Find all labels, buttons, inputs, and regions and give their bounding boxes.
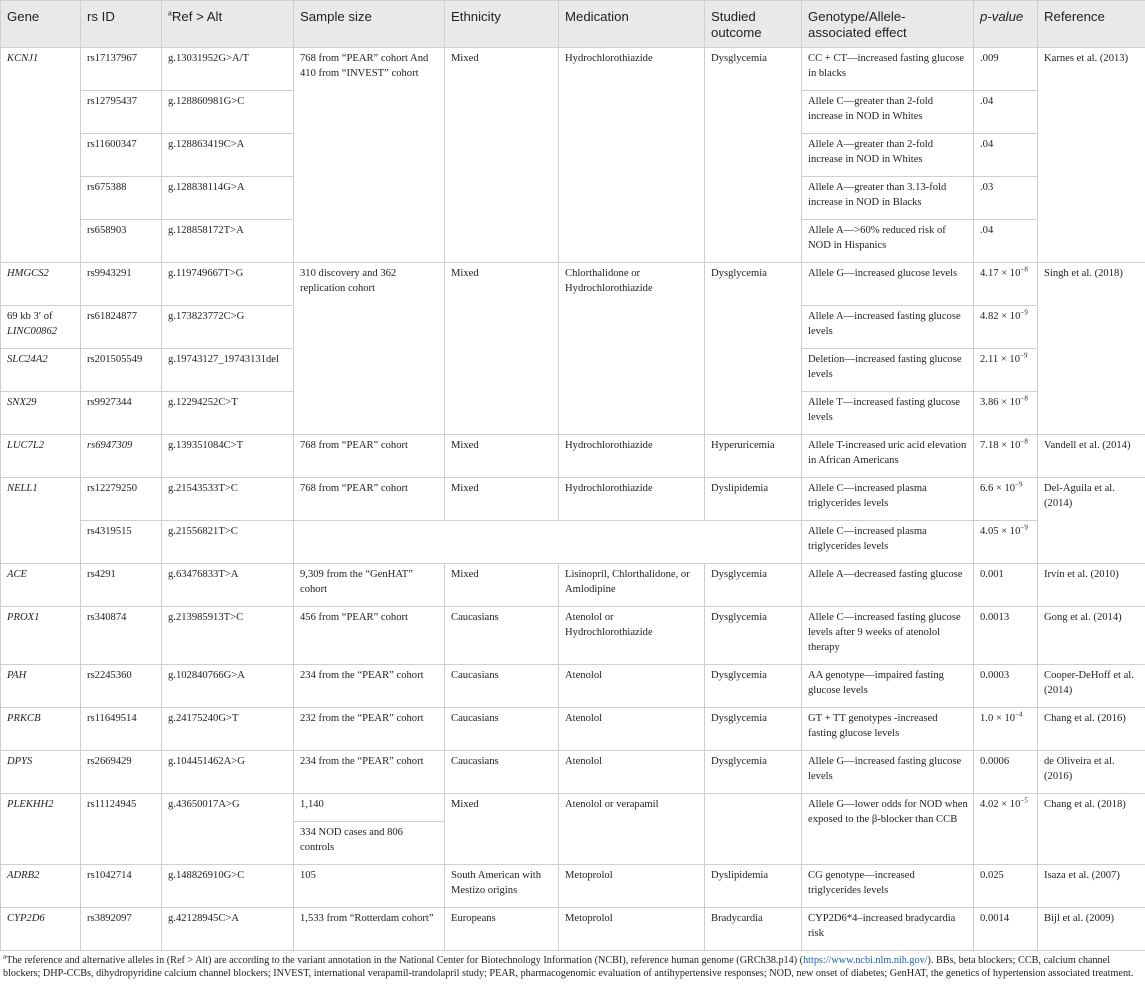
reference-cell: de Oliveira et al. (2016) (1038, 751, 1145, 794)
reference-cell: Isaza et al. (2007) (1038, 865, 1145, 908)
gene-cell: KCNJ1 (1, 48, 81, 263)
table-row (1, 865, 1145, 908)
ethnicity-cell: Mixed (445, 48, 559, 263)
medication-cell: Hydrochlorothiazide (559, 48, 705, 263)
rsid-cell: rs340874 (81, 607, 162, 665)
reference-cell: Bijl et al. (2009) (1038, 908, 1145, 951)
outcome-cell: Dysglycemia (705, 708, 802, 751)
header-row (1, 1, 1145, 48)
medication-cell: Metoprolol (559, 865, 705, 908)
sample-cell: 1,140 (294, 794, 445, 822)
gene-cell: LUC7L2 (1, 435, 81, 478)
rsid-cell: rs17137967 (81, 48, 162, 91)
gene-cell: NELL1 (1, 478, 81, 564)
effect-cell: Allele A—increased fasting glucose levels (802, 306, 974, 349)
pvalue-base: 4.82 × 10 (980, 311, 1021, 322)
header-outcome: Studied outcome (705, 1, 802, 48)
table-row (1, 48, 1145, 91)
ethnicity-cell: Mixed (445, 794, 559, 865)
pvalue-cell: 0.0013 (974, 607, 1038, 665)
effect-cell: Allele G—increased fasting glucose levels (802, 751, 974, 794)
outcome-cell (705, 794, 802, 865)
pvalue-base: 7.18 × 10 (980, 440, 1021, 451)
effect-cell: Allele A—>60% reduced risk of NOD in Hispanics (802, 220, 974, 263)
pvalue-exponent: −5 (1020, 796, 1028, 805)
table-row (1, 908, 1145, 951)
table-footnote (0, 951, 1145, 980)
pvalue-cell (974, 349, 1038, 392)
ethnicity-cell: Caucasians (445, 665, 559, 708)
pvalue-cell (974, 794, 1038, 865)
gene-cell (1, 306, 81, 349)
rsid-cell: rs9927344 (81, 392, 162, 435)
refalt-cell: g.119749667T>G (162, 263, 294, 306)
table-row (1, 478, 1145, 521)
rsid-cell: rs2669429 (81, 751, 162, 794)
ethnicity-cell: Mixed (445, 263, 559, 435)
effect-cell: Allele A—greater than 2-fold increase in NOD in Whites (802, 134, 974, 177)
rsid-cell: rs12279250 (81, 478, 162, 521)
reference-cell: Vandell et al. (2014) (1038, 435, 1145, 478)
ethnicity-cell: Mixed (445, 564, 559, 607)
effect-cell: GT + TT genotypes -increased fasting glucose levels (802, 708, 974, 751)
refalt-cell: g.19743127_19743131del (162, 349, 294, 392)
pvalue-cell (974, 392, 1038, 435)
header-sample: Sample size (294, 1, 445, 48)
gene-cell: SLC24A2 (1, 349, 81, 392)
medication-cell: Hydrochlorothiazide (559, 435, 705, 478)
refalt-cell: g.128858172T>A (162, 220, 294, 263)
header-ethnicity: Ethnicity (445, 1, 559, 48)
sample-cell: 768 from “PEAR” cohort And 410 from “INVEST” cohort (294, 48, 445, 263)
pvalue-cell: .03 (974, 177, 1038, 220)
outcome-cell: Dysglycemia (705, 564, 802, 607)
pvalue-exponent: −9 (1020, 523, 1028, 532)
medication-cell: Atenolol (559, 708, 705, 751)
ethnicity-cell: Caucasians (445, 708, 559, 751)
gene-cell: SNX29 (1, 392, 81, 435)
rsid-cell: rs12795437 (81, 91, 162, 134)
outcome-cell: Bradycardia (705, 908, 802, 951)
outcome-cell: Hyperuricemia (705, 435, 802, 478)
refalt-cell: g.13031952G>A/T (162, 48, 294, 91)
header-effect: Genotype/Allele-associated effect (802, 1, 974, 48)
gene-cell: PRKCB (1, 708, 81, 751)
header-refalt (162, 1, 294, 48)
ethnicity-cell: Caucasians (445, 607, 559, 665)
effect-cell: CC + CT—increased fasting glucose in blacks (802, 48, 974, 91)
effect-cell: Allele G—lower odds for NOD when exposed to the β-blocker than CCB (802, 794, 974, 865)
effect-cell: Allele C—greater than 2-fold increase in NOD in Whites (802, 91, 974, 134)
pvalue-cell (974, 521, 1038, 564)
reference-cell: Singh et al. (2018) (1038, 263, 1145, 435)
refalt-cell: g.43650017A>G (162, 794, 294, 865)
gene-prefix: 69 kb 3′ of (7, 311, 53, 322)
medication-cell: Atenolol (559, 665, 705, 708)
gene-cell: PROX1 (1, 607, 81, 665)
table-row (1, 607, 1145, 665)
pvalue-cell (974, 306, 1038, 349)
sample-cell: 768 from “PEAR” cohort (294, 478, 445, 521)
sample-cell: 768 from “PEAR” cohort (294, 435, 445, 478)
pvalue-cell (974, 708, 1038, 751)
pvalue-cell: 0.0006 (974, 751, 1038, 794)
effect-cell: Allele A—greater than 3.13-fold increase in NOD in Blacks (802, 177, 974, 220)
table-row (1, 751, 1145, 794)
header-refalt-label: Ref > Alt (171, 9, 223, 24)
ethnicity-cell: Caucasians (445, 751, 559, 794)
pvalue-cell: 0.0003 (974, 665, 1038, 708)
pvalue-exponent: −4 (1015, 710, 1023, 719)
reference-cell: Chang et al. (2018) (1038, 794, 1145, 865)
gene-cell: PAH (1, 665, 81, 708)
rsid-cell: rs6947309 (81, 435, 162, 478)
rsid-cell: rs61824877 (81, 306, 162, 349)
rsid-cell: rs4319515 (81, 521, 162, 564)
table-row (1, 665, 1145, 708)
pvalue-exponent: −8 (1020, 265, 1028, 274)
refalt-cell: g.173823772C>G (162, 306, 294, 349)
ncbi-link[interactable]: https://www.ncbi.nlm.nih.gov/ (803, 955, 928, 966)
ethnicity-cell: Mixed (445, 478, 559, 521)
table-row (1, 708, 1145, 751)
header-reference: Reference (1038, 1, 1145, 48)
reference-cell: Gong et al. (2014) (1038, 607, 1145, 665)
header-gene: Gene (1, 1, 81, 48)
effect-cell: Allele C—increased plasma triglycerides levels (802, 478, 974, 521)
outcome-cell: Dysglycemia (705, 48, 802, 263)
rsid-cell: rs11124945 (81, 794, 162, 865)
effect-cell: Allele C—increased fasting glucose levels after 9 weeks of atenolol therapy (802, 607, 974, 665)
sample-cell: 1,533 from “Rotterdam cohort” (294, 908, 445, 951)
sample-cell: 105 (294, 865, 445, 908)
pvalue-cell: .04 (974, 91, 1038, 134)
pvalue-cell (974, 263, 1038, 306)
pvalue-base: 6.6 × 10 (980, 483, 1016, 494)
medication-cell: Lisinopril, Chlorthalidone, or Amlodipine (559, 564, 705, 607)
gene-cell: ADRB2 (1, 865, 81, 908)
footnote-text-1: The reference and alternative alleles in (Ref > Alt) are according to the variant annotation in the National Center for Biotechnology Information (NCBI), reference human genome (GRCh38.p14) ( (6, 955, 804, 966)
refalt-cell: g.63476833T>A (162, 564, 294, 607)
effect-cell: AA genotype—impaired fasting glucose levels (802, 665, 974, 708)
effect-cell: CG genotype—increased triglycerides levels (802, 865, 974, 908)
refalt-cell: g.139351084C>T (162, 435, 294, 478)
refalt-cell: g.102840766G>A (162, 665, 294, 708)
pvalue-cell: 0.001 (974, 564, 1038, 607)
rsid-cell: rs9943291 (81, 263, 162, 306)
pvalue-cell: .04 (974, 220, 1038, 263)
pvalue-base: 4.17 × 10 (980, 268, 1021, 279)
pvalue-base: 1.0 × 10 (980, 713, 1016, 724)
pvalue-cell: 0.025 (974, 865, 1038, 908)
refalt-cell: g.128860981G>C (162, 91, 294, 134)
refalt-footnote-mark: a (168, 10, 172, 18)
sample-cell: 9,309 from the “GenHAT” cohort (294, 564, 445, 607)
gene-cell: ACE (1, 564, 81, 607)
sample-cell: 334 NOD cases and 806 controls (294, 822, 445, 865)
outcome-cell: Dyslipidemia (705, 865, 802, 908)
pvalue-cell: 0.0014 (974, 908, 1038, 951)
outcome-cell: Dysglycemia (705, 263, 802, 435)
gene-name: LINC00862 (7, 326, 58, 337)
sample-cell: 310 discovery and 362 replication cohort (294, 263, 445, 435)
gene-cell: DPYS (1, 751, 81, 794)
rsid-cell: rs2245360 (81, 665, 162, 708)
pvalue-base: 4.05 × 10 (980, 526, 1021, 537)
pvalue-exponent: −9 (1020, 308, 1028, 317)
table-row (1, 521, 1145, 564)
pvalue-base: 2.11 × 10 (980, 354, 1021, 365)
ethnicity-cell: Europeans (445, 908, 559, 951)
refalt-cell: g.128863419C>A (162, 134, 294, 177)
refalt-cell: g.128838114G>A (162, 177, 294, 220)
effect-cell: Allele T—increased fasting glucose levels (802, 392, 974, 435)
ethnicity-cell: Mixed (445, 435, 559, 478)
outcome-cell: Dysglycemia (705, 607, 802, 665)
pvalue-cell (974, 435, 1038, 478)
effect-cell: Deletion—increased fasting glucose levels (802, 349, 974, 392)
effect-cell: Allele A—decreased fasting glucose (802, 564, 974, 607)
pvalue-exponent: −8 (1020, 437, 1028, 446)
effect-cell: Allele T-increased uric acid elevation in African Americans (802, 435, 974, 478)
sample-cell: 234 from the “PEAR” cohort (294, 665, 445, 708)
outcome-cell: Dysglycemia (705, 751, 802, 794)
reference-cell: Irvin et al. (2010) (1038, 564, 1145, 607)
pvalue-exponent: −9 (1020, 351, 1028, 360)
rsid-cell: rs201505549 (81, 349, 162, 392)
outcome-cell: Dyslipidemia (705, 478, 802, 521)
medication-cell: Metoprolol (559, 908, 705, 951)
medication-cell: Chlorthalidone or Hydrochlorothiazide (559, 263, 705, 435)
reference-cell: Cooper-DeHoff et al. (2014) (1038, 665, 1145, 708)
table-row (1, 794, 1145, 822)
pvalue-base: 4.02 × 10 (980, 799, 1021, 810)
rsid-cell: rs4291 (81, 564, 162, 607)
refalt-cell: g.213985913T>C (162, 607, 294, 665)
refalt-cell: g.12294252C>T (162, 392, 294, 435)
rsid-cell: rs11649514 (81, 708, 162, 751)
rsid-cell: rs675388 (81, 177, 162, 220)
rsid-cell: rs658903 (81, 220, 162, 263)
footnote-mark: a (3, 952, 7, 961)
effect-cell: Allele C—increased plasma triglycerides levels (802, 521, 974, 564)
pvalue-cell (974, 478, 1038, 521)
sample-cell: 232 from the “PEAR” cohort (294, 708, 445, 751)
rsid-cell: rs11600347 (81, 134, 162, 177)
sample-cell: 234 from the “PEAR” cohort (294, 751, 445, 794)
gene-cell: PLEKHH2 (1, 794, 81, 865)
pvalue-exponent: −8 (1020, 394, 1028, 403)
table-row (1, 435, 1145, 478)
rsid-cell: rs1042714 (81, 865, 162, 908)
table-row (1, 263, 1145, 306)
ethnicity-cell: South American with Mestizo origins (445, 865, 559, 908)
gene-cell: HMGCS2 (1, 263, 81, 306)
reference-cell: Del-Aguila et al. (2014) (1038, 478, 1145, 564)
reference-cell: Chang et al. (2016) (1038, 708, 1145, 751)
medication-cell: Atenolol or Hydrochlorothiazide (559, 607, 705, 665)
effect-cell: CYP2D6*4–increased bradycardia risk (802, 908, 974, 951)
table-row (1, 564, 1145, 607)
outcome-cell: Dysglycemia (705, 665, 802, 708)
medication-cell: Atenolol or verapamil (559, 794, 705, 865)
empty-cell (294, 521, 802, 564)
reference-cell: Karnes et al. (2013) (1038, 48, 1145, 263)
pvalue-cell: .009 (974, 48, 1038, 91)
footnote-text-2: ). BBs, beta blockers; CCB, calcium channel blockers; DHP-CCBs, dihydropyridine calcium channel blockers; INVEST, international verapamil-trandolapril study; PEAR, pharmacogenomic evaluation of antihypertensive responses; NOD, new onset of diabetes; GenHAT, the genetics of hypertension associated treatment. (3, 955, 1134, 979)
header-pvalue: p-value (974, 1, 1038, 48)
effect-cell: Allele G—increased glucose levels (802, 263, 974, 306)
pvalue-cell: .04 (974, 134, 1038, 177)
pvalue-base: 3.86 × 10 (980, 397, 1021, 408)
sample-cell: 456 from “PEAR” cohort (294, 607, 445, 665)
refalt-cell: g.24175240G>T (162, 708, 294, 751)
gene-cell: CYP2D6 (1, 908, 81, 951)
rsid-cell: rs3892097 (81, 908, 162, 951)
refalt-cell: g.21556821T>C (162, 521, 294, 564)
medication-cell: Hydrochlorothiazide (559, 478, 705, 521)
medication-cell: Atenolol (559, 751, 705, 794)
refalt-cell: g.42128945C>A (162, 908, 294, 951)
pvalue-exponent: −9 (1015, 480, 1023, 489)
refalt-cell: g.148826910G>C (162, 865, 294, 908)
header-rsid: rs ID (81, 1, 162, 48)
header-medication: Medication (559, 1, 705, 48)
refalt-cell: g.21543533T>C (162, 478, 294, 521)
refalt-cell: g.104451462A>G (162, 751, 294, 794)
